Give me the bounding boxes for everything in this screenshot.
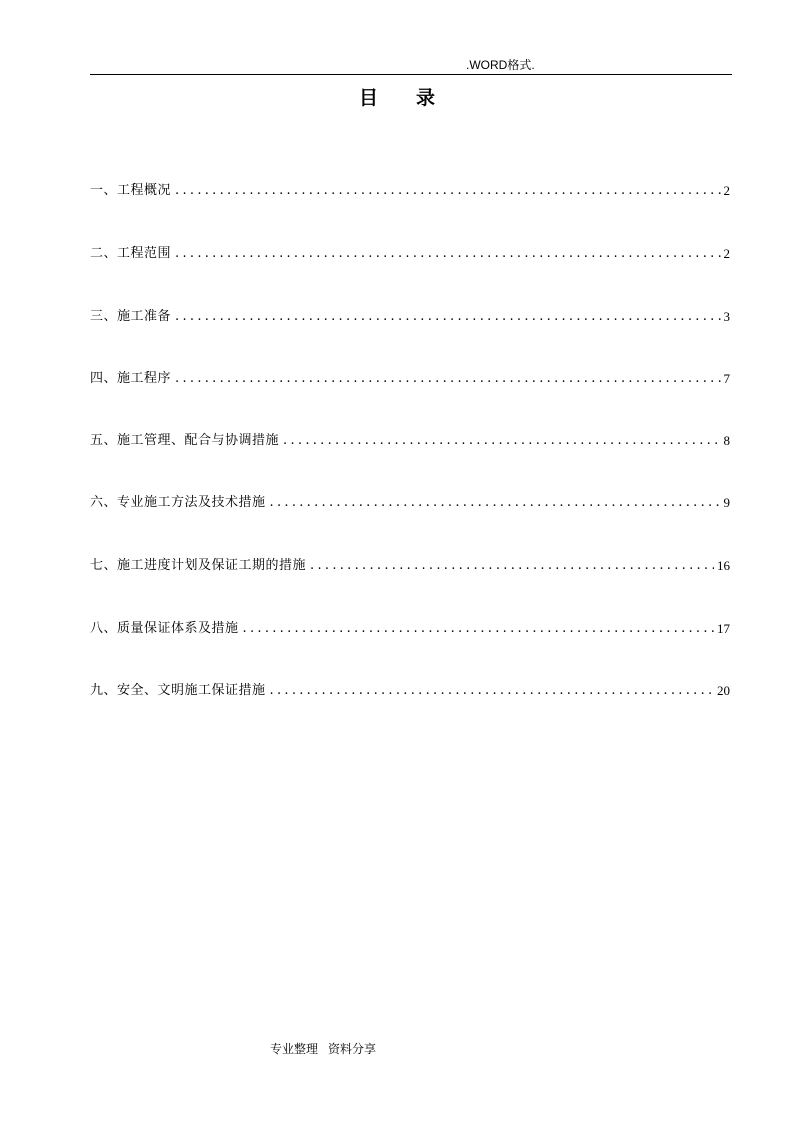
title-char-1: 目 <box>358 87 378 109</box>
toc-entry-label: 七、施工进度计划及保证工期的措施 <box>90 558 307 573</box>
toc-dot-leader <box>270 494 721 512</box>
toc-entry-page: 9 <box>723 495 730 510</box>
toc-entry-page: 20 <box>717 683 730 698</box>
toc-dot-leader <box>175 245 720 263</box>
toc-dot-leader <box>243 620 714 638</box>
toc-entry[interactable] <box>90 555 730 575</box>
toc-entry-label: 八、质量保证体系及措施 <box>90 621 239 636</box>
toc-entry[interactable] <box>90 618 730 638</box>
toc-dot-leader <box>175 370 720 388</box>
toc-dot-leader <box>270 682 714 700</box>
toc-entry-page: 3 <box>723 309 730 324</box>
toc-dot-leader <box>175 182 720 200</box>
toc-entry-page: 2 <box>723 183 730 198</box>
toc-entry-label: 五、施工管理、配合与协调措施 <box>90 433 280 448</box>
toc-entry-page: 8 <box>723 433 730 448</box>
title-char-2: 录 <box>416 87 436 109</box>
page-header-text: .WORD格式. <box>466 58 535 72</box>
toc-entry-page: 16 <box>717 558 730 573</box>
toc-entry-label: 一、工程概况 <box>90 183 172 198</box>
toc-entry[interactable] <box>90 368 730 388</box>
page-title <box>0 86 794 110</box>
toc-entry[interactable] <box>90 306 730 326</box>
page-footer <box>270 1042 376 1056</box>
footer-right-text: 资料分享 <box>328 1042 377 1056</box>
toc-entry[interactable] <box>90 180 730 200</box>
toc-entry-label: 二、工程范围 <box>90 246 172 261</box>
toc-entry[interactable] <box>90 680 730 700</box>
toc-entry-page: 17 <box>717 621 730 636</box>
toc-entry-page: 2 <box>723 246 730 261</box>
toc-entry-label: 四、施工程序 <box>90 371 172 386</box>
header-divider <box>90 74 732 75</box>
toc-entry[interactable] <box>90 430 730 450</box>
toc-entry-label: 九、安全、文明施工保证措施 <box>90 683 266 698</box>
toc-entry[interactable] <box>90 492 730 512</box>
toc-entry[interactable] <box>90 243 730 263</box>
toc-entry-page: 7 <box>723 371 730 386</box>
toc-dot-leader <box>283 432 720 450</box>
toc-dot-leader <box>310 557 714 575</box>
toc-entry-label: 六、专业施工方法及技术措施 <box>90 495 266 510</box>
toc-entry-label: 三、施工准备 <box>90 309 172 324</box>
toc-dot-leader <box>175 308 720 326</box>
footer-left-text: 专业整理 <box>270 1042 319 1056</box>
